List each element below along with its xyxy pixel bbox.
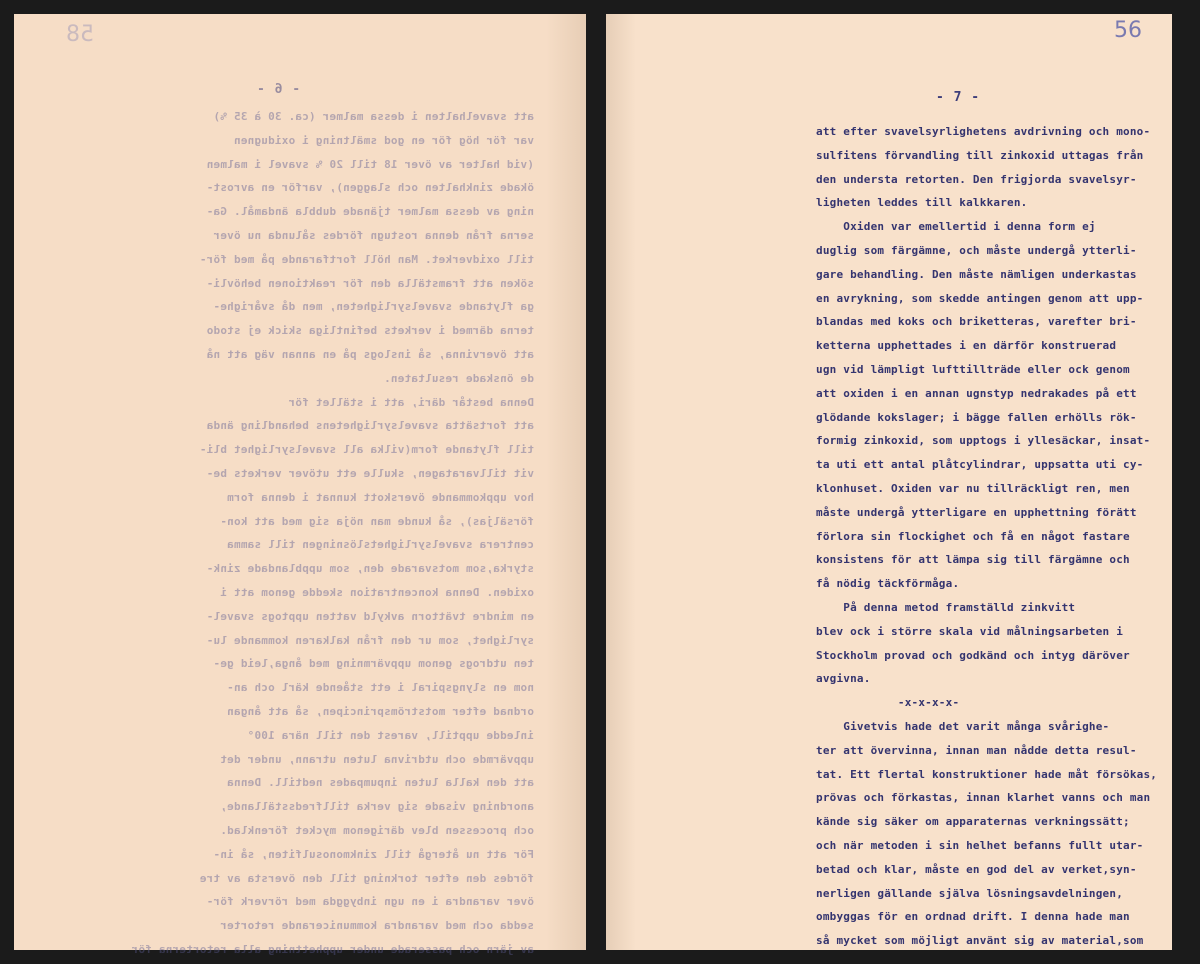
bleed-through-line: serna från denna rostugn fördes sålunda nu över [213, 228, 534, 242]
bleed-through-line: syrlighet, som ur den från kalkaren kommande lu- [206, 633, 534, 647]
text-line: så mycket som möjligt använt sig av material,som [816, 934, 1144, 948]
text-line: sulfitens förvandling till zinkoxid uttagas från [816, 148, 1144, 162]
bleed-through-line: att svavelhalten i dessa malmer (ca. 30 à 35 %) [213, 110, 534, 123]
text-line: Givetvis hade det varit många svårighe- [816, 719, 1110, 733]
text-line: glödande kokslager; i bägge fallen erhölls rök- [816, 410, 1137, 424]
bleed-through-line: var för hög för en god smältning i oxidugnen [233, 133, 534, 147]
text-line: betad och klar, måste en god del av verket,syn- [816, 862, 1137, 876]
gutter-shadow [606, 14, 636, 950]
text-line: ombyggas för en ordnad drift. I denna hade man [816, 910, 1130, 924]
bleed-through-line: ning av dessa malmer tjänade dubbla ändamål. Ga- [206, 205, 534, 219]
bleed-through-line: de önskade resultaten. [383, 371, 534, 385]
gutter-shadow [546, 14, 586, 950]
page-number-left: - 6 - [256, 82, 301, 97]
text-line: nerligen gällande själva lösningsavdelningen, [816, 886, 1124, 900]
bleed-through-line: ten utdrogs genom uppvärmning med ånga,leid ge- [213, 657, 534, 671]
bleed-through-line: uppvärmde och utdrivna luten utrann, under det [220, 752, 534, 766]
folio-mark-right: 56 [1114, 18, 1142, 43]
text-line: Oxiden var emellertid i denna form ej [816, 220, 1096, 234]
bleed-through-line: fördes den efter torkning till den översta av tre [199, 871, 534, 885]
text-line: den understa retorten. Den frigjorda svavelsyr- [816, 172, 1137, 186]
bleed-through-line: och processen blev därigenom mycket förenklad. [220, 823, 534, 837]
text-line: klonhuset. Oxiden var nu tillräckligt ren, men [816, 481, 1130, 495]
bleed-through-line: Denna består däri, att i stället för [288, 395, 534, 409]
bleed-through-line: till flytande form(vilka all svavelsyrlighet bli- [199, 443, 534, 457]
text-line: måste undergå ytterligare en upphettning förätt [816, 505, 1137, 519]
bleed-through-line: ordnad efter motströmsprincipen, så att ångan [226, 704, 534, 718]
text-line: att efter svavelsyrlighetens avdrivning och mono- [816, 125, 1151, 138]
text-line: blandas med koks och briketteras, varefter bri- [816, 315, 1137, 329]
text-line: avgivna. [816, 672, 871, 686]
bleed-through-line: att fortsätta svavelsyrlighetens behandling ända [206, 419, 534, 433]
bleed-through-line: försäljas), så kunde man nöja sig med att kon- [220, 514, 534, 528]
bleed-through-line: terna därmed i verkets befintliga skick ej stodo [206, 324, 534, 338]
bleed-through-line: att den kalla luten inpumpades nedtill. Denna [226, 776, 534, 790]
bleed-through-line: nom en slyngspiral i ett stående kärl och an- [226, 681, 534, 695]
bleed-through-line: vit tillvaratagen, skulle ett utöver verkets be- [206, 466, 534, 480]
bleed-through-line: anordning visade sig verka tillfredsställande, [220, 800, 534, 814]
bleed-through-line: (vid halter av över 18 till 20 % svavel i malmen [206, 157, 534, 171]
text-line: kände sig säker om apparaternas verkningssätt; [816, 815, 1130, 829]
text-line: ter att övervinna, innan man nådde detta resul- [816, 743, 1137, 757]
bleed-through-text [114, 105, 534, 962]
text-line: ugn vid lämpligt lufttillträde eller ock genom [816, 362, 1130, 376]
bleed-through-line: till oxidverket. Man höll fortfarande på med för- [199, 252, 534, 266]
bleed-through-line: oxiden. Denna koncentration skedde genom att i [220, 585, 534, 599]
bleed-through-line: ga flytande svavelsyrligheten, men då svårighe- [213, 300, 534, 314]
text-line: ligheten leddes till kalkkaren. [816, 196, 1028, 210]
bleed-through-line: hov uppkommande överskott kunnat i denna form [226, 490, 534, 504]
text-line: blev ock i större skala vid målningsarbeten i [816, 624, 1124, 638]
bleed-through-line: att övervinna, så inslogs på en annan väg att nå [206, 347, 534, 361]
text-line: konsistens för att lämpa sig till färgämne och [816, 553, 1130, 567]
text-line: -x-x-x-x- [816, 696, 960, 710]
text-line: förlora sin flockighet och få en något fastare [816, 529, 1130, 543]
bleed-through-line: över varandra i en ugn inbyggda med rörverk för- [206, 895, 534, 909]
bleed-through-line: sedda och med varandra kommunicerande retorter [220, 919, 534, 933]
text-line: Stockholm provad och godkänd och intyg däröver [816, 648, 1130, 662]
text-line: att oxiden i en annan ugnstyp nedrakades på ett [816, 386, 1137, 400]
text-line: gare behandling. Den måste nämligen underkastas [816, 267, 1137, 281]
bleed-through-line: av järn och passerade under upphettning alla retorterna för [131, 942, 534, 956]
text-line: På denna metod framställd zinkvitt [816, 600, 1076, 614]
bleed-through-line: söken att framställa den för reaktionen behövli- [206, 276, 534, 290]
text-line: ketterna upphettades i en därför konstruerad [816, 339, 1117, 353]
text-line: formig zinkoxid, som upptogs i yllesäckar, insat- [816, 434, 1151, 448]
bleed-through-line: inledde upptill, varest den till nära 100° [247, 728, 534, 742]
typed-text-body [816, 120, 1166, 953]
text-line: ta uti ett antal plåtcylindrar, uppsatta uti cy- [816, 458, 1144, 472]
text-line: tat. Ett flertal konstruktioner hade måt försökas, [816, 767, 1158, 781]
text-line: duglig som färgämne, och måste undergå ytterli- [816, 243, 1137, 257]
text-line: prövas och förkastas, innan klarhet vanns och man [816, 791, 1151, 805]
bleed-through-line: centrera svavelsyrlighetslösningen till samma [226, 538, 534, 552]
bleed-through-line: För att nu återgå till zinkmonosulfiten, så in- [213, 847, 534, 861]
left-page [14, 14, 586, 956]
page-number-right: - 7 - [936, 90, 981, 105]
text-line: få nödig täckförmåga. [816, 577, 960, 591]
right-page [606, 14, 1172, 950]
bleed-through-line: styrka,som motsvarade den, som uppblandade zink- [206, 562, 534, 576]
text-line: en avrykning, som skedde antingen genom att upp- [816, 291, 1144, 305]
bleed-through-line: en mindre tvättorn avkyld vatten upptogs svavel- [206, 609, 534, 623]
bleed-through-line: ökade zinkhalten och slaggen), varför en avrost- [206, 181, 534, 195]
text-line: och när metoden i sin helhet befanns fullt utar- [816, 838, 1144, 852]
folio-mark-left: 58 [66, 22, 94, 47]
